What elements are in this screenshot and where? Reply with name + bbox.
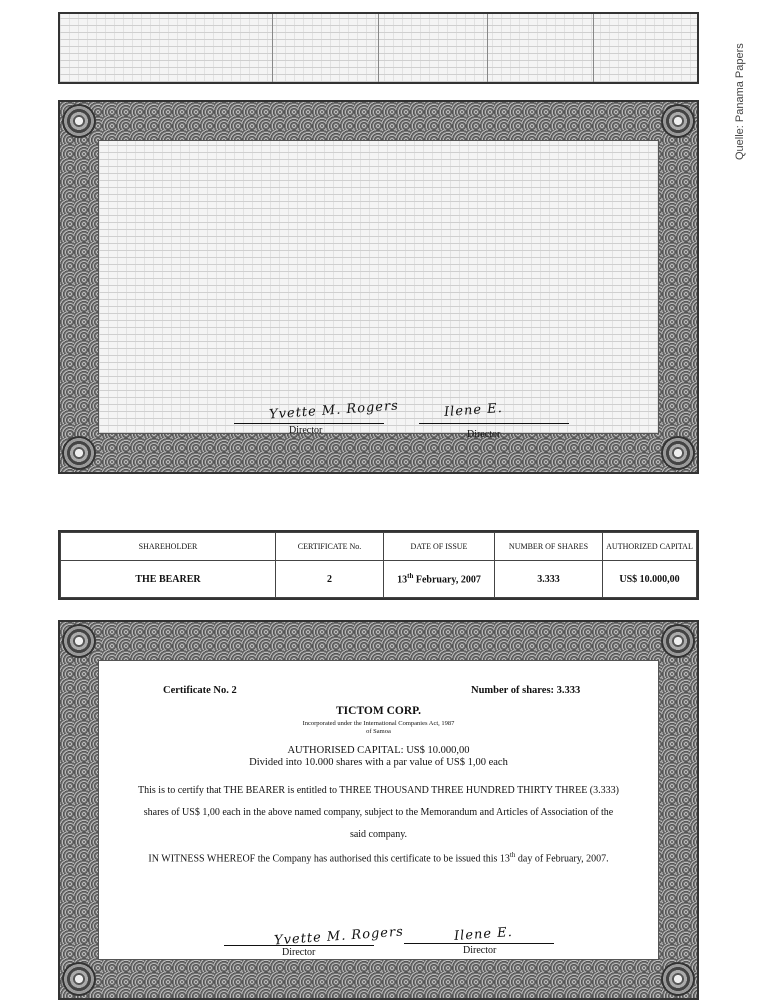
ornament-corner-tl — [62, 624, 96, 658]
cell-shareholder: THE BEARER — [61, 561, 276, 598]
ornament-corner-br — [661, 962, 695, 996]
of-samoa-line: of Samoa — [366, 728, 391, 735]
share-certificate-border — [58, 620, 699, 1000]
number-of-shares: Number of shares: 3.333 — [471, 685, 581, 696]
cell-authorized-capital: US$ 10.000,00 — [603, 561, 697, 598]
company-name: TICTOM CORP. — [336, 705, 421, 717]
date-day: 13 — [397, 574, 408, 586]
strip-cell — [594, 14, 697, 82]
back-signature-2: Ilene E. — [443, 400, 504, 421]
date-rest: February, 2007 — [415, 574, 481, 586]
ornament-corner-br — [661, 436, 695, 470]
source-credit — [720, 10, 758, 160]
header-number-of-shares: NUMBER OF SHARES — [495, 533, 603, 561]
incorporated-line: Incorporated under the International Companies Act, 1987 — [302, 720, 455, 727]
witness-line — [99, 851, 658, 864]
ornament-corner-tl — [62, 104, 96, 138]
cell-number-of-shares: 3.333 — [495, 561, 603, 598]
header-certificate-no: CERTIFICATE No. — [276, 533, 384, 561]
cell-certificate-no: 2 — [276, 561, 384, 598]
signature-2: Ilene E. — [453, 924, 514, 945]
source-credit-text: Quelle: Panama Papers — [734, 43, 746, 160]
date-sup: th — [407, 572, 414, 581]
director-label-1: Director — [282, 947, 316, 958]
back-director-label-1: Director — [289, 425, 323, 436]
back-signature-line-2 — [419, 423, 569, 424]
strip-cell — [488, 14, 594, 82]
back-certificate-border — [58, 100, 699, 474]
back-signature-line-1 — [234, 423, 384, 424]
certify-line-3: said company. — [349, 829, 408, 840]
divided-into-shares: Divided into 10.000 shares with a par value of US$ 1,00 each — [249, 757, 508, 768]
director-label-2: Director — [463, 945, 497, 956]
cell-date-of-issue — [384, 561, 495, 598]
strip-cell — [379, 14, 488, 82]
witness-post: day of February, 2007. — [515, 853, 609, 865]
ornament-corner-bl — [62, 962, 96, 996]
certify-line-1: This is to certify that THE BEARER is entitled to THREE THOUSAND THREE HUNDRED THIRTY THREE (3.333) — [138, 785, 619, 796]
certify-line-2: shares of US$ 1,00 each in the above named company, subject to the Memorandum and Articles of Association of the — [143, 807, 614, 818]
ornament-corner-tr — [661, 104, 695, 138]
back-director-label-2: Director — [467, 429, 501, 440]
authorised-capital: AUTHORISED CAPITAL: US$ 10.000,00 — [287, 745, 470, 756]
header-shareholder: SHAREHOLDER — [61, 533, 276, 561]
ornament-corner-tr — [661, 624, 695, 658]
witness-pre: IN WITNESS WHEREOF the Company has authorised this certificate to be issued this 13 — [148, 853, 510, 865]
signature-line-2 — [404, 943, 554, 944]
certificate-number: Certificate No. 2 — [163, 685, 237, 696]
header-date-of-issue: DATE OF ISSUE — [384, 533, 495, 561]
witness-sup: th — [509, 851, 516, 859]
signature-line-1 — [224, 945, 374, 946]
signature-1: Yvette M. Rogers — [273, 924, 405, 949]
strip-cell — [273, 14, 379, 82]
strip-cell — [60, 14, 273, 82]
back-certificate-field — [98, 140, 659, 440]
header-authorized-capital: AUTHORIZED CAPITAL — [603, 533, 697, 561]
ornament-corner-bl — [62, 436, 96, 470]
share-stub-table — [58, 530, 699, 600]
top-stub-strip — [58, 12, 699, 84]
back-signature-1: Yvette M. Rogers — [268, 398, 400, 423]
share-certificate-body — [98, 660, 659, 960]
